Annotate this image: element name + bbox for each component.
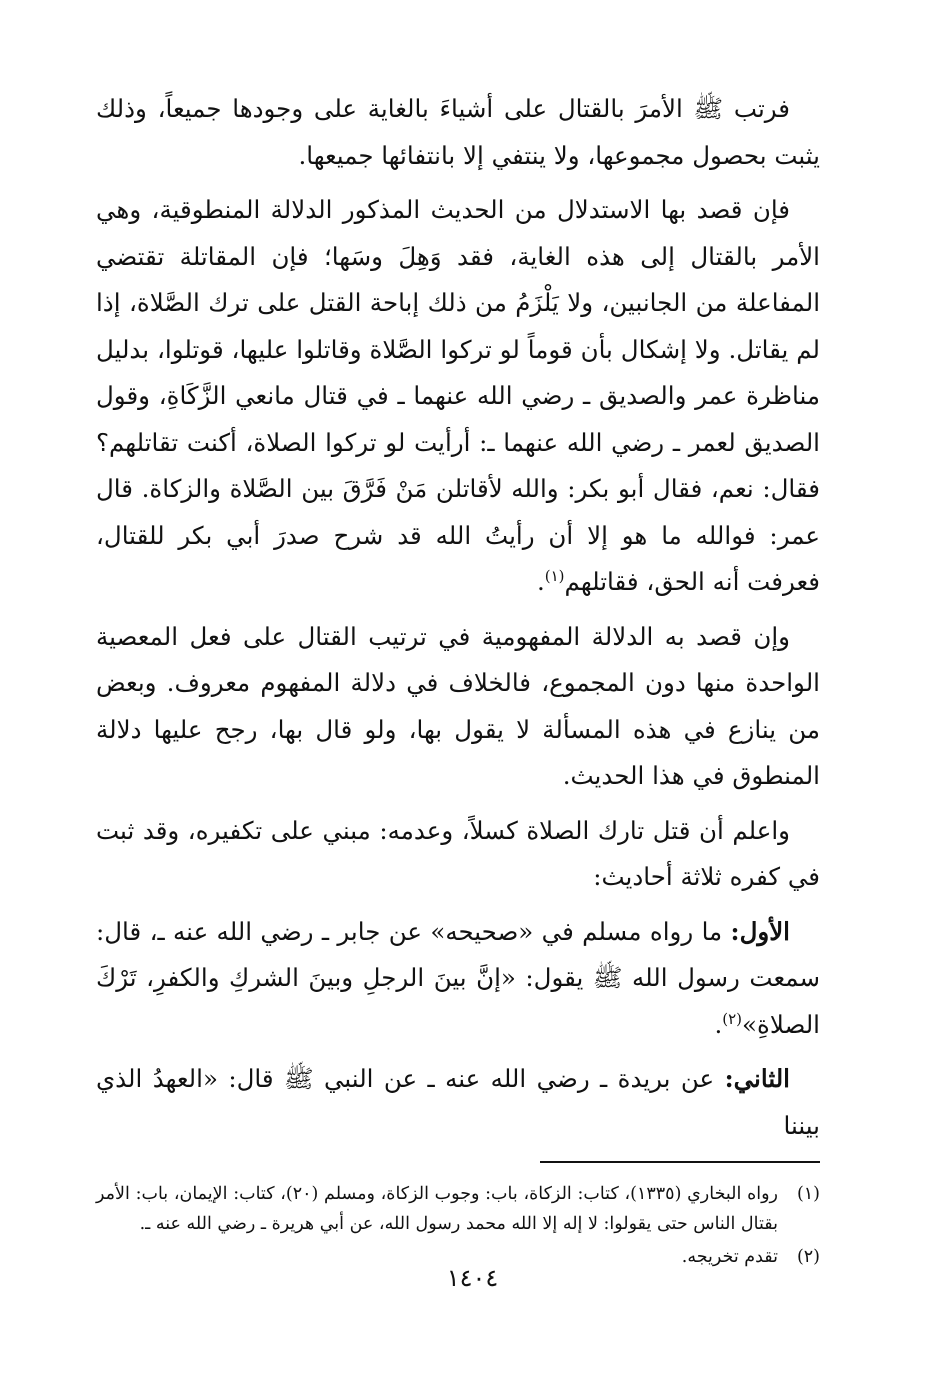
footnote-2-text: تقدم تخريجه. bbox=[681, 1247, 778, 1267]
footnote-1-text: رواه البخاري (١٣٣٥)، كتاب: الزكاة، باب: وجوب الزكاة، ومسلم (٢٠)، كتاب: الإيمان، باب: الأمر بقتال الناس حتى يقولوا: لا إله إلا الله محمد رسول الله، عن أبي هريرة ـ رضي الله عنه ـ. bbox=[96, 1184, 778, 1234]
paragraph-4 bbox=[96, 808, 820, 901]
paragraph-5-text: ما رواه مسلم في «صحيحه» عن جابر ـ رضي الله عنه ـ، قال: سمعت رسول الله ﷺ يقول: «إنَّ بينَ الرجلِ وبينَ الشركِ والكفرِ، تَرْكَ الصلاةِ» bbox=[96, 916, 820, 1039]
footnote-ref-1[interactable]: (١) bbox=[544, 566, 565, 585]
footnote-1 bbox=[96, 1179, 820, 1239]
paragraph-6 bbox=[96, 1056, 820, 1149]
paragraph-6-text: عن بريدة ـ رضي الله عنه ـ عن النبي ﷺ قال: «العهدُ الذي بيننا bbox=[96, 1064, 820, 1140]
page-number: ١٤٠٤ bbox=[446, 1264, 499, 1292]
footnotes bbox=[96, 1179, 820, 1272]
paragraph-3-text: وإن قصد به الدلالة المفهومية في ترتيب القتال على فعل المعصية الواحدة منها دون المجموع، فالخلاف في دلالة المفهوم معروف. وبعض من ينازع في هذه المسألة لا يقول بها، ولو قال بها، رجح عليها دلالة المنطوق في هذا الحديث. bbox=[96, 621, 820, 790]
paragraph-2-end: . bbox=[536, 567, 545, 596]
footnote-separator bbox=[540, 1161, 820, 1163]
hadith-first-heading: الأول: bbox=[730, 916, 790, 946]
paragraph-3 bbox=[96, 614, 820, 800]
paragraph-5 bbox=[96, 909, 820, 1049]
paragraph-1 bbox=[96, 86, 820, 179]
footnote-ref-2[interactable]: (٢) bbox=[722, 1009, 743, 1028]
hadith-second-heading: الثاني: bbox=[724, 1064, 790, 1093]
footnote-separator-wrap bbox=[96, 1149, 820, 1179]
paragraph-2-text: فإن قصد بها الاستدلال من الحديث المذكور الدلالة المنطوقية، وهي الأمر بالقتال إلى هذه الغاية، فقد وَهِلَ وسَها؛ فإن المقاتلة تقتضي المفاعلة من الجانبين، ولا يَلْزَمُ من ذلك إباحة القتل على ترك الصَّلاة، إذا لم يقاتل. ولا إشكال بأن قوماً لو تركوا الصَّلاة وقاتلوا عليها، قوتلوا، بدليل مناظرة عمر والصديق ـ رضي الله عنهما ـ في قتال مانعي الزَّكَاةِ، وقول الصديق لعمر ـ رضي الله عنهما ـ: أرأيت لو تركوا الصلاة، أكنت تقاتلهم؟ فقال: نعم، فقال أبو بكر: والله لأقاتلن مَنْ فَرَّقَ بين الصَّلاة والزكاة. قال عمر: فوالله ما هو إلا أن رأيتُ الله قد شرح صدرَ أبي بكر للقتال، فعرفت أنه الحق، فقاتلهم bbox=[96, 195, 820, 596]
paragraph-5-end: . bbox=[714, 1009, 723, 1039]
footnote-2-number: (٢) bbox=[796, 1247, 820, 1267]
page-body bbox=[96, 86, 820, 1275]
footnote-1-number: (١) bbox=[796, 1184, 820, 1204]
paragraph-1-text: فرتب ﷺ الأمرَ بالقتال على أشياءَ بالغاية على وجودها جميعاً، وذلك يثبت بحصول مجموعها، ولا ينتفي إلا بانتفائها جميعها. bbox=[96, 94, 820, 170]
paragraph-2 bbox=[96, 187, 820, 606]
paragraph-4-text: واعلم أن قتل تارك الصلاة كسلاً، وعدمه: مبني على تكفيره، وقد ثبت في كفره ثلاثة أحاديث: bbox=[96, 815, 820, 891]
